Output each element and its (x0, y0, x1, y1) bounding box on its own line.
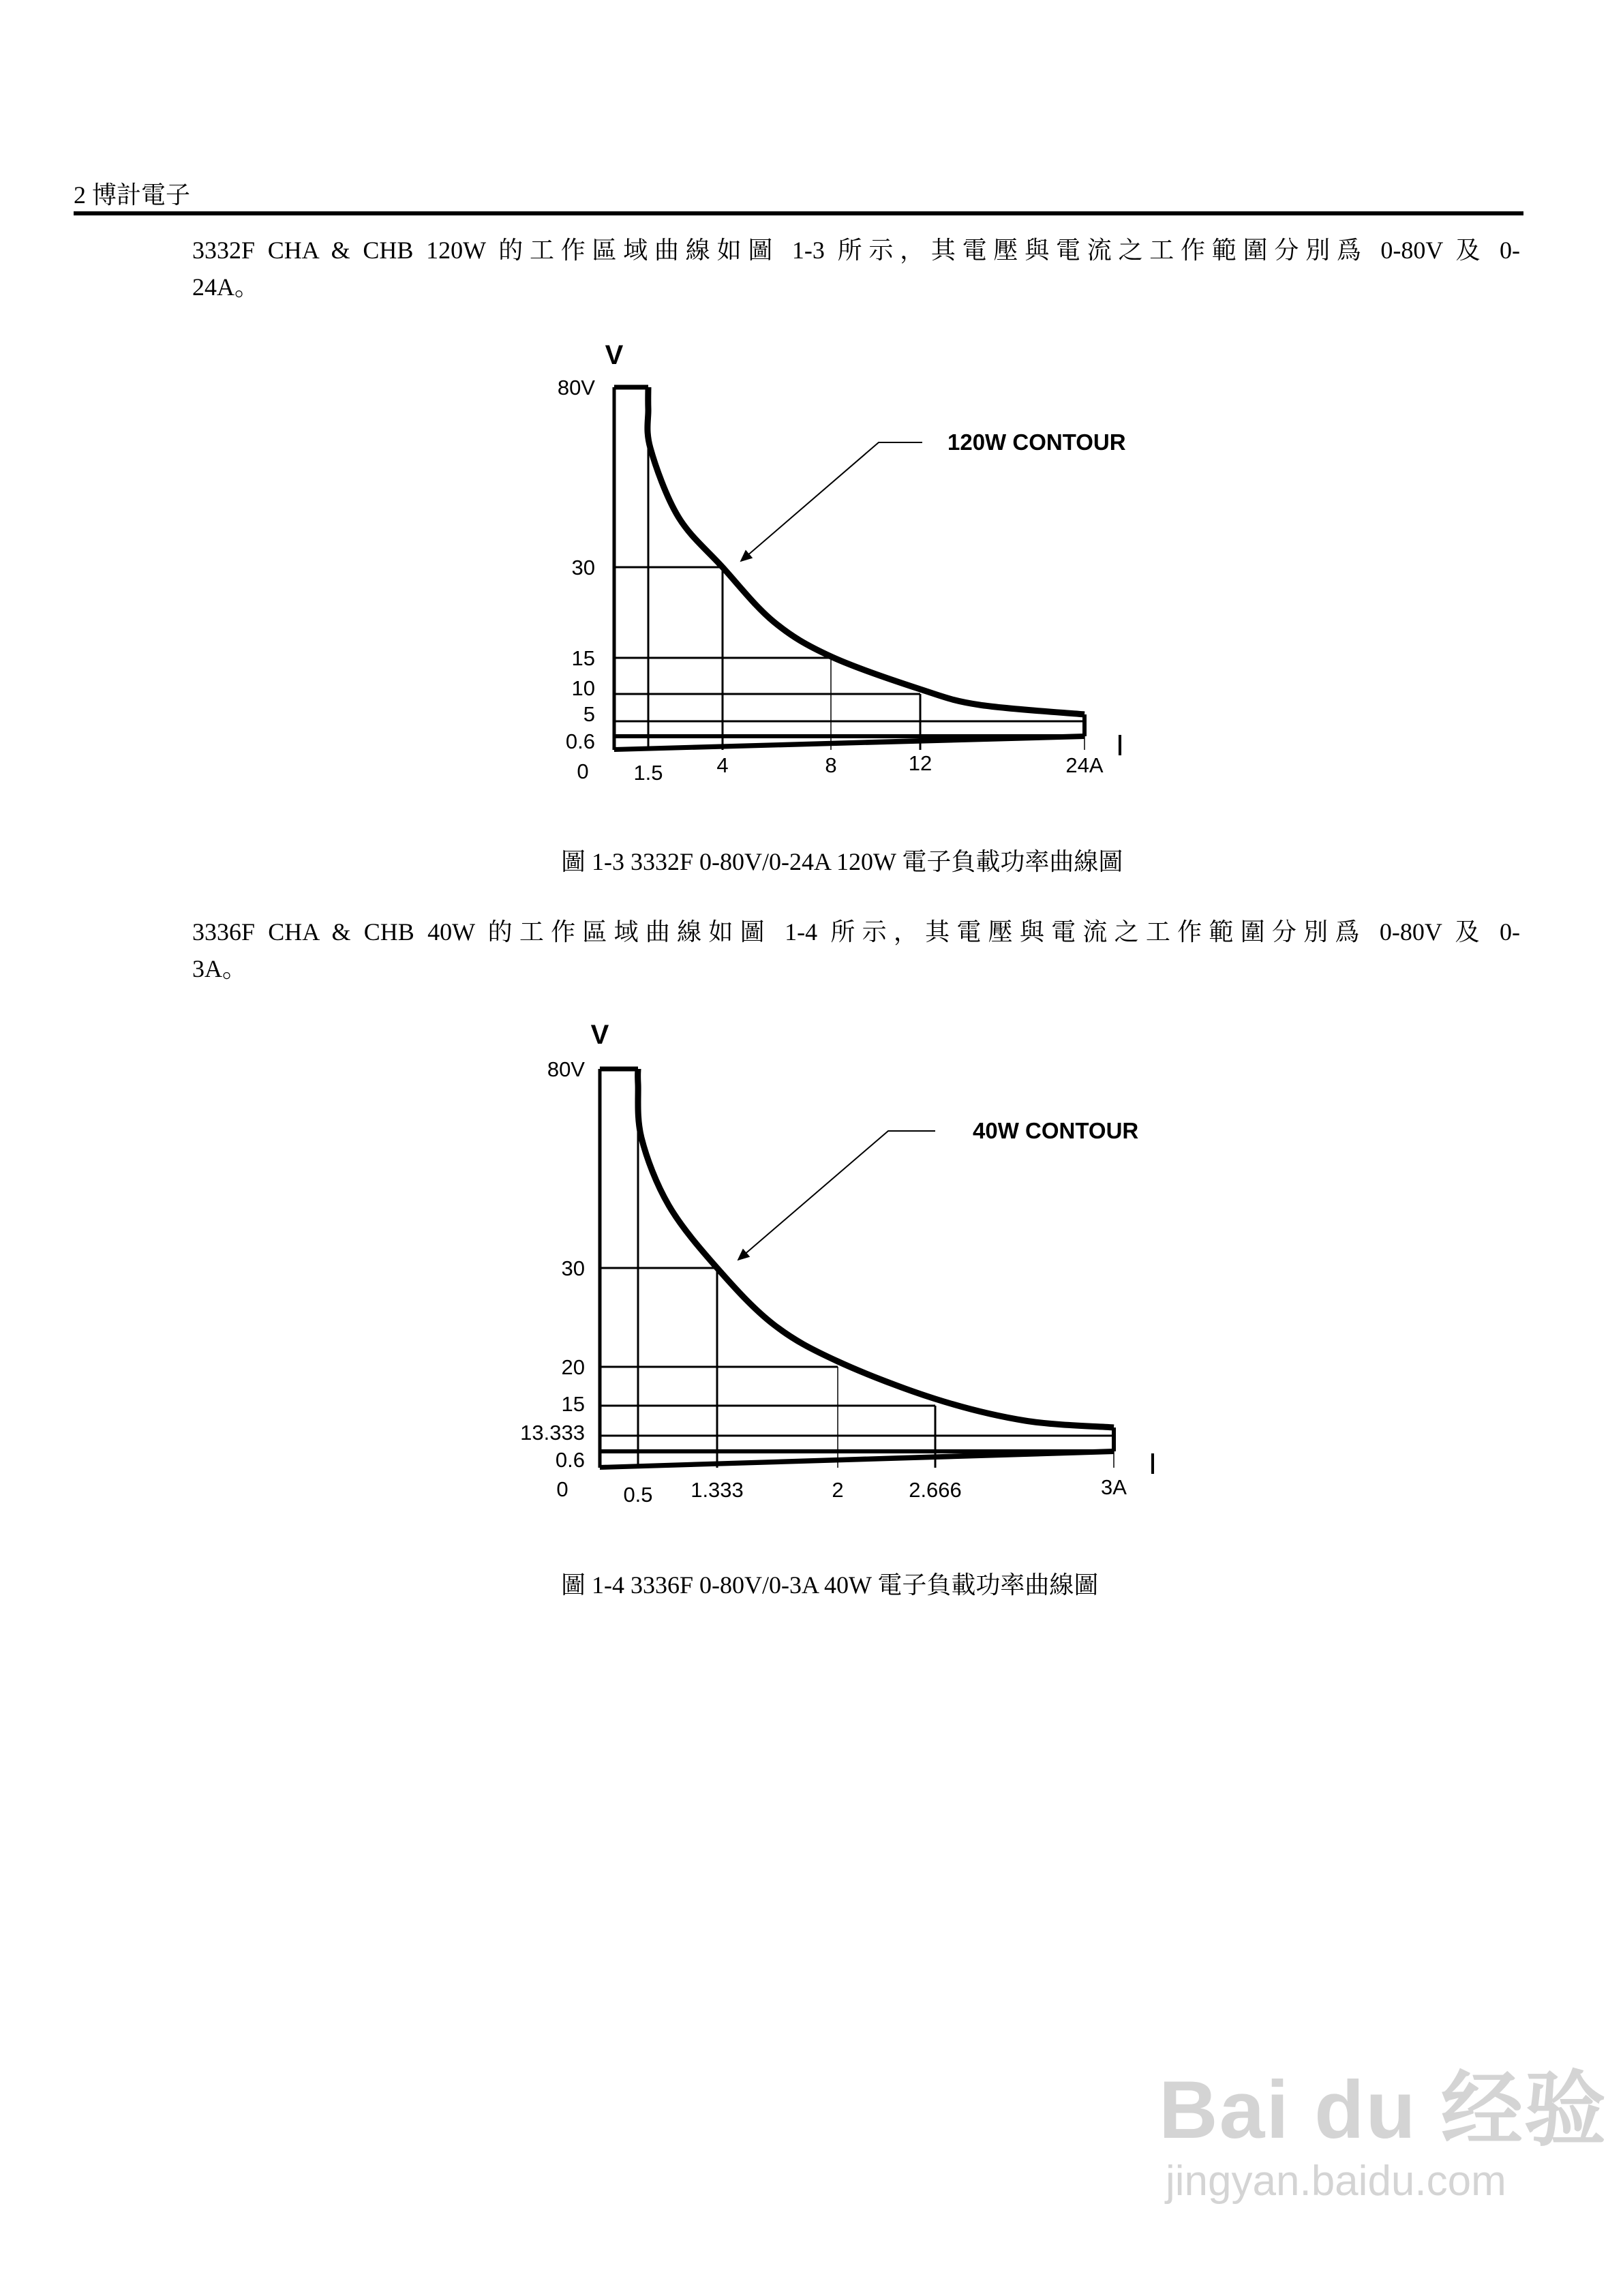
x-tick-label: 2 (832, 1478, 844, 1502)
y-tick-label: 20 (561, 1355, 585, 1379)
chart-120w (558, 340, 1126, 785)
watermark-logo: Bai du 经验 (1159, 2064, 1608, 2156)
y-tick-label: 80V (557, 376, 595, 399)
paragraph-line: 3332F CHA & CHB 120W 的工作區域曲線如圖 1-3 所示，其電壓與電流之工作範圍分別爲 0-80V 及 0- (192, 237, 1520, 264)
x-tick-label: 1.333 (691, 1478, 744, 1502)
chart-40w (520, 1020, 1157, 1507)
figure-caption-1-3: 圖 1-3 3332F 0-80V/0-24A 120W 電子負載功率曲線圖 (561, 848, 1123, 875)
baidu-watermark (1159, 2066, 1607, 2209)
page-header: 2 博計電子 (74, 181, 191, 209)
x-tick-label: 3A (1101, 1475, 1127, 1499)
x-tick-label: 4 (716, 753, 729, 777)
paragraph-line: 3A。 (192, 955, 247, 982)
y-tick-label: 0.6 (555, 1448, 585, 1472)
contour-label: 40W CONTOUR (973, 1118, 1139, 1143)
x-tick-label: 1.5 (633, 761, 663, 785)
x-axis-label: I (1148, 1447, 1157, 1481)
watermark-url: jingyan.baidu.com (1166, 2158, 1506, 2205)
x-tick-label: 0.5 (623, 1483, 653, 1507)
y-tick-label: 30 (571, 556, 595, 579)
y-tick-label: 80V (547, 1057, 585, 1081)
contour-arrow (738, 1131, 935, 1260)
y-tick-label: 30 (561, 1256, 585, 1280)
y-tick-label: 15 (571, 646, 595, 670)
contour-label: 120W CONTOUR (947, 429, 1126, 455)
y-tick-label: 0 (556, 1477, 568, 1501)
paragraph-line: 3336F CHA & CHB 40W 的工作區域曲線如圖 1-4 所示，其電壓與電流之工作範圍分別爲 0-80V 及 0- (192, 918, 1520, 946)
paragraph-line: 24A。 (192, 273, 259, 301)
x-tick-label: 12 (908, 751, 932, 775)
x-axis-label: I (1115, 729, 1125, 762)
y-axis-label: V (605, 340, 624, 370)
x-tick-label: 2.666 (909, 1478, 962, 1502)
x-tick-label: 24A (1065, 753, 1104, 777)
contour-arrow (741, 442, 922, 561)
y-tick-label: 0 (577, 759, 589, 783)
y-tick-label: 15 (561, 1392, 585, 1416)
figure-caption-1-4: 圖 1-4 3336F 0-80V/0-3A 40W 電子負載功率曲線圖 (561, 1571, 1099, 1599)
y-tick-label: 13.333 (520, 1421, 585, 1445)
y-axis-label: V (590, 1020, 609, 1050)
y-tick-label: 5 (583, 702, 595, 726)
y-tick-label: 10 (571, 676, 595, 700)
x-tick-label: 8 (825, 753, 837, 777)
y-tick-label: 0.6 (565, 729, 595, 753)
